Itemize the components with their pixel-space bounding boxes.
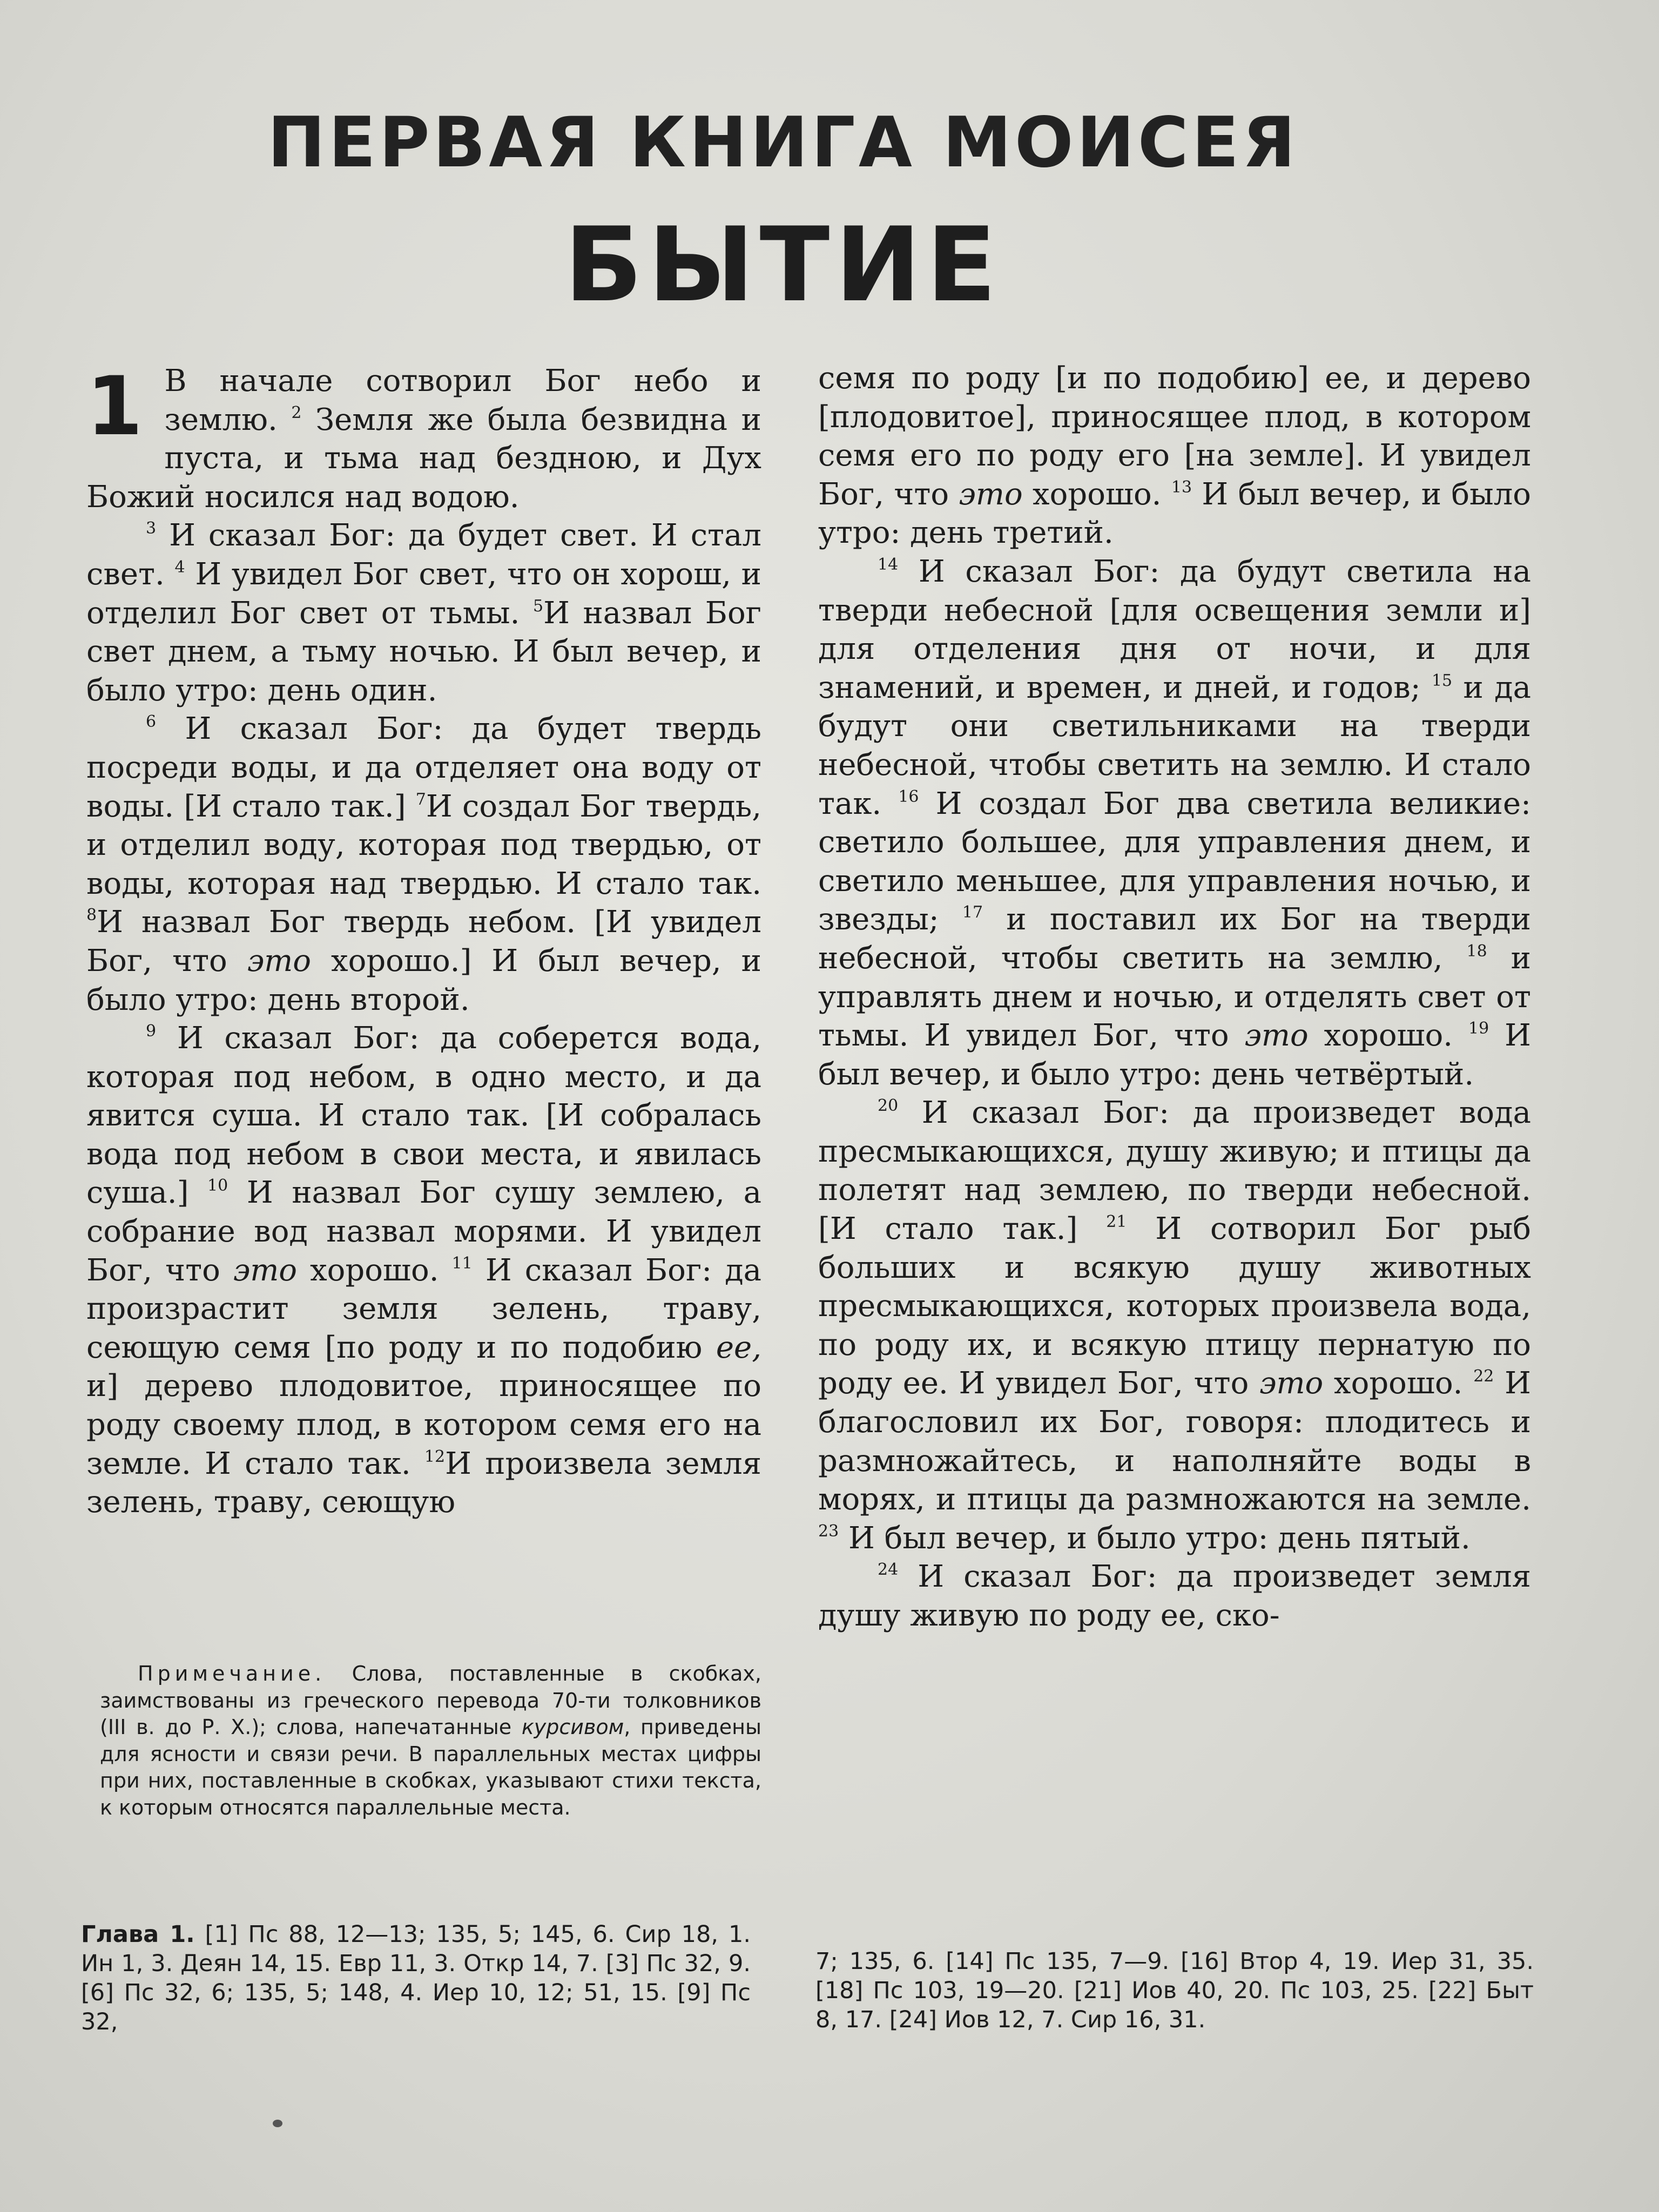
verse-text: И назвал Бог свет днем, а тьму ночью. И был вечер, и было утро: день один. — [86, 595, 761, 708]
ink-speck — [273, 2120, 282, 2127]
italic-word: это — [233, 1252, 298, 1288]
verse-text: И сказал Бог: да произведет земля душу живую по роду ее, ско- — [818, 1559, 1531, 1633]
footnote-note — [100, 1661, 761, 1821]
right-text-column — [818, 359, 1531, 1944]
verse-number: 19 — [1468, 1019, 1489, 1038]
verse-text: и] дерево плодовитое, приносящее по роду своему плод, в котором семя его на земле. И стало так. — [86, 1368, 761, 1481]
verse-text: И сотворил Бог рыб больших и всякую душу животных пресмыкающихся, которых произвела вода, по роду их, и всякую птицу пернатую по роду ее. И увидел Бог, что — [818, 1211, 1531, 1401]
verse-text: И назвал Бог сушу землею, а собрание вод назвал морями. И увидел Бог, что — [86, 1175, 761, 1288]
verse-text: И был вечер, и было утро: день четвёртый. — [818, 1018, 1531, 1092]
verse-text: хорошо. — [297, 1252, 452, 1288]
verse-text: семя по роду [и по подобию] ее, и дерево [плодовитое], приносящее плод, в котором семя его по роду его [на земле]. И увидел Бог, что — [818, 361, 1531, 512]
verse-number: 3 — [146, 519, 157, 538]
cross-references-left — [81, 1920, 751, 2036]
left-text-column — [86, 362, 761, 1631]
verse-text: хорошо.] И был вечер, и было утро: день второй. — [86, 943, 761, 1017]
book-subtitle: БЫТИЕ — [564, 205, 1002, 325]
note-text: , приведены для ясности и связи речи. В параллельных местах цифры при них, поставленные в скобках, указывают стихи текста, к которым относятся параллельные места. — [100, 1715, 761, 1819]
italic-word: курсивом — [521, 1715, 624, 1739]
paragraph — [818, 1557, 1531, 1635]
verse-text: хорошо. — [1323, 1366, 1474, 1401]
verse-text: И сказал Бог: да будет свет. И стал свет. — [86, 518, 761, 592]
verse-number: 5 — [532, 596, 544, 616]
verse-number: 4 — [174, 557, 185, 577]
verse-text: И сказал Бог: да соберется вода, которая под небом, в одно место, и да явится суша. И стало так. [И собралась вода под небом в свои места, и явилась суша.] — [86, 1021, 761, 1211]
paragraph — [86, 516, 761, 710]
paragraph — [86, 710, 761, 1019]
references-text: 7; 135, 6. [14] Пс 135, 7—9. [16] Втор 4, 19. Иер 31, 35. [18] Пс 103, 19—20. [21] Иов 40, 20. Пс 103, 25. [22] Быт 8, 17. [24] Иов 12, 7. Сир 16, 31. — [815, 1948, 1534, 2033]
verse-number: 2 — [291, 403, 302, 422]
verse-number: 7 — [415, 790, 426, 809]
verse-text: И сказал Бог: да будет твердь посреди воды, и да отделяет она воду от воды. [И стало так.] — [86, 711, 761, 824]
verse-number: 8 — [86, 906, 97, 925]
chapter-number: 1 — [86, 362, 143, 454]
verse-text: И сказал Бог: да произведет вода пресмыкающихся, душу живую; и птицы да полетят над землею, по тверди небесной. [И стало так.] — [818, 1095, 1531, 1247]
verse-text: И создал Бог два светила великие: светило большее, для управления днем, и светило меньшее, для управления ночью, и звезды; — [818, 786, 1531, 938]
verse-text: В начале сотворил Бог небо и землю. — [164, 363, 761, 437]
cross-references-right — [815, 1947, 1534, 2034]
verse-number: 12 — [424, 1447, 446, 1466]
verse-text: хорошо. — [1022, 476, 1171, 512]
paragraph — [818, 552, 1531, 1094]
italic-word: это — [1259, 1366, 1324, 1401]
verse-number: 11 — [451, 1253, 473, 1273]
note-label: Примечание. — [138, 1662, 326, 1685]
verse-number: 23 — [818, 1521, 839, 1541]
book-title: ПЕРВАЯ КНИГА МОИСЕЯ — [267, 103, 1299, 183]
verse-text: И создал Бог твердь, и отделил воду, которая под твердью, от воды, которая над твердью. И стало так. — [86, 788, 761, 901]
paragraph — [86, 362, 761, 516]
paragraph — [86, 1019, 761, 1522]
verse-number: 9 — [146, 1022, 157, 1041]
verse-text: И сказал Бог: да произрастит земля зелень, траву, сеющую семя [по роду и по подобию — [86, 1252, 761, 1365]
verse-text: И сказал Бог: да будут светила на тверди небесной [для освещения земли и] для отделения дня от ночи, и для знамений, и времен, и дней, и годов; — [818, 554, 1531, 705]
verse-number: 21 — [1106, 1212, 1127, 1232]
verse-number: 24 — [878, 1560, 899, 1580]
verse-number: 13 — [1171, 477, 1192, 497]
verse-text: и управлять днем и ночью, и отделять свет от тьмы. И увидел Бог, что — [818, 940, 1531, 1054]
references-heading: Глава 1. — [81, 1921, 195, 1948]
verse-text: И назвал Бог твердь небом. [И увидел Бог, что — [86, 905, 761, 979]
verse-number: 15 — [1431, 671, 1453, 690]
verse-text: И благословил их Бог, говоря: плодитесь и размножайтесь, и наполняйте воды в морях, и птицы да размножаются на земле. — [818, 1366, 1531, 1518]
verse-text: и да будут они светильниками на тверди небесной, чтобы светить на землю. И стало так. — [818, 670, 1531, 821]
verse-number: 10 — [207, 1176, 228, 1196]
paragraph — [818, 1094, 1531, 1557]
references-text: [1] Пс 88, 12—13; 135, 5; 145, 6. Сир 18, 1. Ин 1, 3. Деян 14, 15. Евр 11, 3. Откр 14, 7. [3] Пс 32, 9. [6] Пс 32, 6; 135, 5; 148, 4. Иер 10, 12; 51, 15. [9] Пс 32, — [81, 1921, 751, 2035]
paragraph — [818, 359, 1531, 552]
verse-text: и поставил их Бог на тверди небесной, чтобы светить на землю, — [818, 902, 1531, 976]
verse-number: 17 — [962, 903, 983, 922]
verse-text: хорошо. — [1308, 1018, 1469, 1054]
verse-number: 20 — [878, 1096, 899, 1116]
italic-word: это — [1244, 1018, 1309, 1054]
italic-word: это — [247, 943, 311, 979]
verse-number: 18 — [1466, 941, 1487, 961]
italic-word: это — [959, 476, 1023, 512]
italic-word: ее, — [716, 1330, 761, 1365]
note-text: Слова, поставленные в скобках, заимствованы из греческого перевода 70-ти толковников (III в. до Р. Х.); слова, напечатанные — [100, 1662, 761, 1739]
verse-text: И произвела земля зелень, траву, сеющую — [86, 1446, 761, 1520]
verse-number: 16 — [898, 787, 919, 806]
verse-number: 6 — [146, 712, 157, 732]
verse-text: И был вечер, и было утро: день пятый. — [848, 1520, 1471, 1556]
verse-number: 22 — [1473, 1367, 1494, 1386]
verse-number: 14 — [878, 555, 899, 574]
verse-text: Земля же была безвидна и пуста, и тьма над бездною, и Дух Божий носился над водою. — [86, 402, 761, 515]
verse-text: И увидел Бог свет, что он хорош, и отделил Бог свет от тьмы. — [86, 556, 761, 631]
verse-text: И был вечер, и было утро: день третий. — [818, 476, 1531, 551]
